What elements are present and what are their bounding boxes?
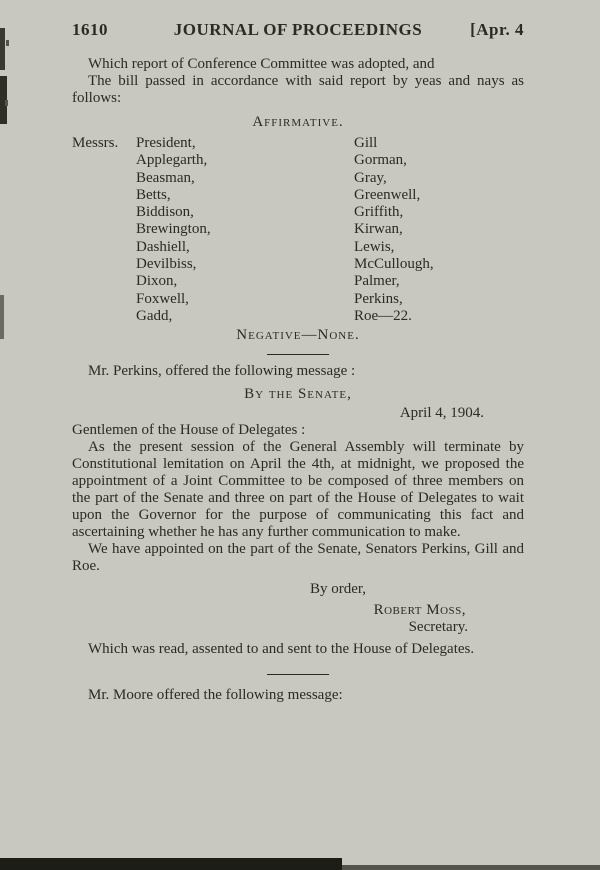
scan-artifact (6, 40, 9, 46)
roll-name: Kirwan, (354, 221, 403, 238)
message-date: April 4, 1904. (399, 405, 484, 422)
roll-name: Beasman, (136, 169, 195, 186)
journal-title: JOURNAL OF PROCEEDINGS (173, 20, 423, 39)
document-page (72, 20, 524, 704)
header-date: [Apr. 4 (470, 20, 524, 39)
page-header (72, 20, 524, 40)
roll-name: Gill (354, 135, 378, 151)
binding-shadow-mark (0, 295, 4, 339)
roll-name: Palmer, (354, 273, 400, 290)
roll-name: President, (136, 135, 196, 151)
intro-paragraph-1: Which report of Conference Committee was adopted, and (88, 56, 435, 72)
roll-name: Perkins, (354, 290, 403, 307)
roll-name: Lewis, (354, 238, 395, 255)
negative-heading: Negative—None. (236, 327, 360, 344)
messrs-label: Messrs. (72, 135, 119, 151)
roll-name: Roe—22. (354, 307, 412, 324)
affirmative-right-column (354, 135, 524, 325)
closing-paragraph: Which was read, assented to and sent to the House of Delegates. (88, 641, 475, 658)
roll-name: Devilbiss, (136, 256, 197, 273)
binding-shadow-mark (0, 28, 5, 70)
roll-name: Biddison, (136, 204, 194, 221)
roll-name: Dixon, (136, 273, 178, 290)
message-body-2: We have appointed on the part of the Senate, Senators Perkins, Gill and Roe. (72, 541, 524, 575)
roll-name: Gray, (354, 169, 387, 186)
affirmative-heading: Affirmative. (252, 114, 344, 130)
page-edge-shadow (0, 858, 342, 870)
message-body-1: As the present session of the General Assembly will terminate by Constitutional lemitation on April the 4th, at midnight, we proposed the appointment of a Joint Committee to be composed of three members on the part of the Senate and three on part of the House of Delegates to wait upon the Governor for the purpose of communicating this fact and ascertaining whether he has any further communication to make. (72, 439, 524, 541)
roll-name: Dashiell, (136, 238, 190, 255)
senate-heading: By the Senate, (244, 386, 352, 403)
affirmative-left-column (136, 135, 354, 325)
roll-name: McCullough, (354, 256, 434, 273)
roll-name: Gadd, (136, 307, 173, 324)
signature-title: Secretary. (408, 619, 468, 636)
scan-artifact (5, 100, 8, 106)
roll-name: Applegarth, (136, 152, 208, 169)
salutation: Gentlemen of the House of Delegates : (72, 422, 306, 439)
roll-name: Greenwell, (354, 186, 421, 203)
affirmative-roll (72, 135, 524, 325)
moore-message-intro: Mr. Moore offered the following message: (88, 687, 343, 704)
roll-name: Foxwell, (136, 290, 189, 307)
roll-name: Gorman, (354, 152, 407, 169)
signature-name: Robert Moss, (373, 602, 466, 619)
page-edge-shadow (342, 865, 600, 870)
intro-paragraph-2: The bill passed in accordance with said report by yeas and nays as follows: (72, 73, 524, 106)
roll-name: Betts, (136, 186, 171, 203)
by-order-line: By order, (309, 581, 367, 598)
page-number: 1610 (72, 20, 108, 39)
divider-rule (267, 354, 329, 355)
divider-rule (267, 674, 329, 675)
roll-name: Brewington, (136, 221, 211, 238)
roll-name: Griffith, (354, 204, 404, 221)
perkins-message-intro: Mr. Perkins, offered the following message : (88, 363, 356, 380)
